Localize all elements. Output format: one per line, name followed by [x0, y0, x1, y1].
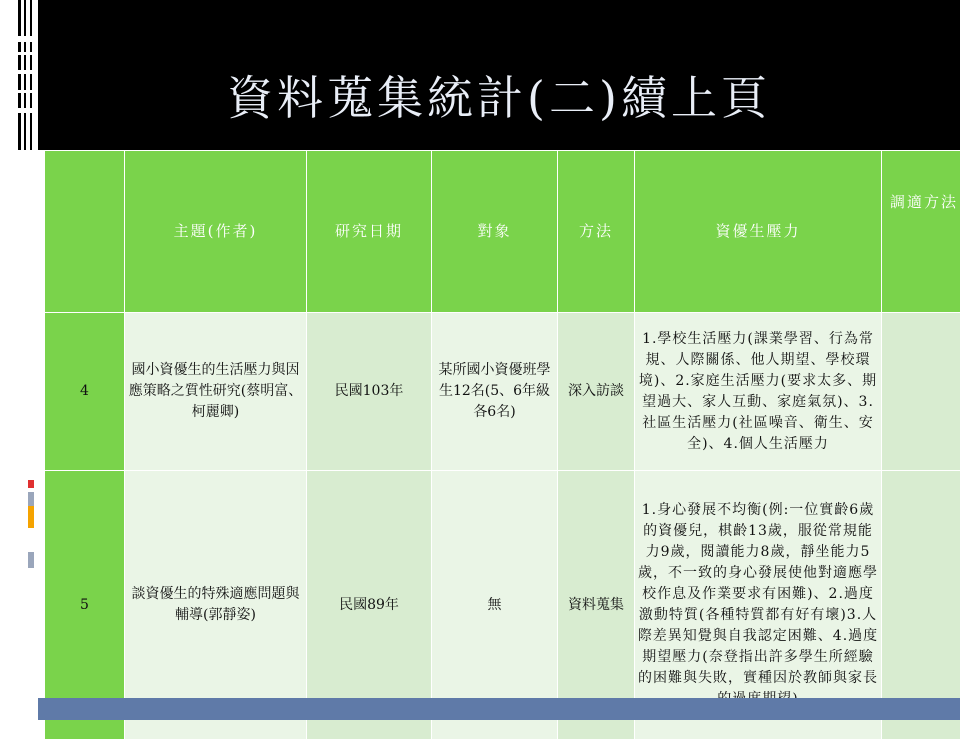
row-subject-text: 無 [432, 595, 557, 616]
header-pressure: 資優生壓力 [635, 151, 882, 313]
row-topic-text: 國小資優生的生活壓力與因應策略之質性研究(蔡明富、柯麗卿) [125, 360, 306, 423]
header-subject: 對象 [432, 151, 558, 313]
row-index: 4 [45, 313, 125, 471]
header-row [45, 151, 960, 313]
row-date: 民國103年 [307, 313, 432, 471]
row-adjustment [882, 313, 960, 471]
bottom-bar [38, 698, 960, 720]
header-adjustment [882, 151, 960, 313]
row-pressure-text: 1.學校生活壓力(課業學習、行為常規、人際關係、他人期望、學校環境)、2.家庭生活壓力(要求太多、期望過大、家人互動、家庭氣氛)、3.社區生活壓力(社區噪音、衛生、安全)、4.個人生活壓力 [635, 329, 881, 455]
row-pressure-text: 1.身心發展不均衡(例:一位實齡6歲的資優兒，棋齡13歲，服從常規能力9歲，閱讀能力8歲，靜坐能力5歲，不一致的身心發展使他對適應學校作息及作業要求有困難)、2.過度激動特質(各種特質都有好有壞)3.人際差異知覺與自我認定困難、4.過度期望壓力(奈登指出許多學生所經驗的困難與失敗，實種因於教師與家長 [635, 500, 881, 710]
table-row [45, 313, 960, 471]
row-date: 民國89年 [307, 471, 432, 740]
header-topic: 主題(作者) [125, 151, 307, 313]
row-pressure [635, 313, 882, 471]
row-subject-text: 某所國小資優班學生12名(5、6年級各6名) [432, 360, 557, 423]
header-date: 研究日期 [307, 151, 432, 313]
row-topic-text: 談資優生的特殊適應問題與輔導(郭靜姿) [125, 584, 306, 626]
slide-title: 資料蒐集統計(二)續上頁 [38, 66, 960, 136]
row-method: 資料蒐集 [558, 471, 635, 740]
row-method: 深入訪談 [558, 313, 635, 471]
header-index [45, 151, 125, 313]
row-topic [125, 313, 307, 471]
row-subject [432, 313, 558, 471]
row-index: 5 [45, 471, 125, 740]
header-method: 方法 [558, 151, 635, 313]
data-table [44, 150, 960, 740]
header-adjustment-label: 調適方法 [890, 193, 958, 211]
